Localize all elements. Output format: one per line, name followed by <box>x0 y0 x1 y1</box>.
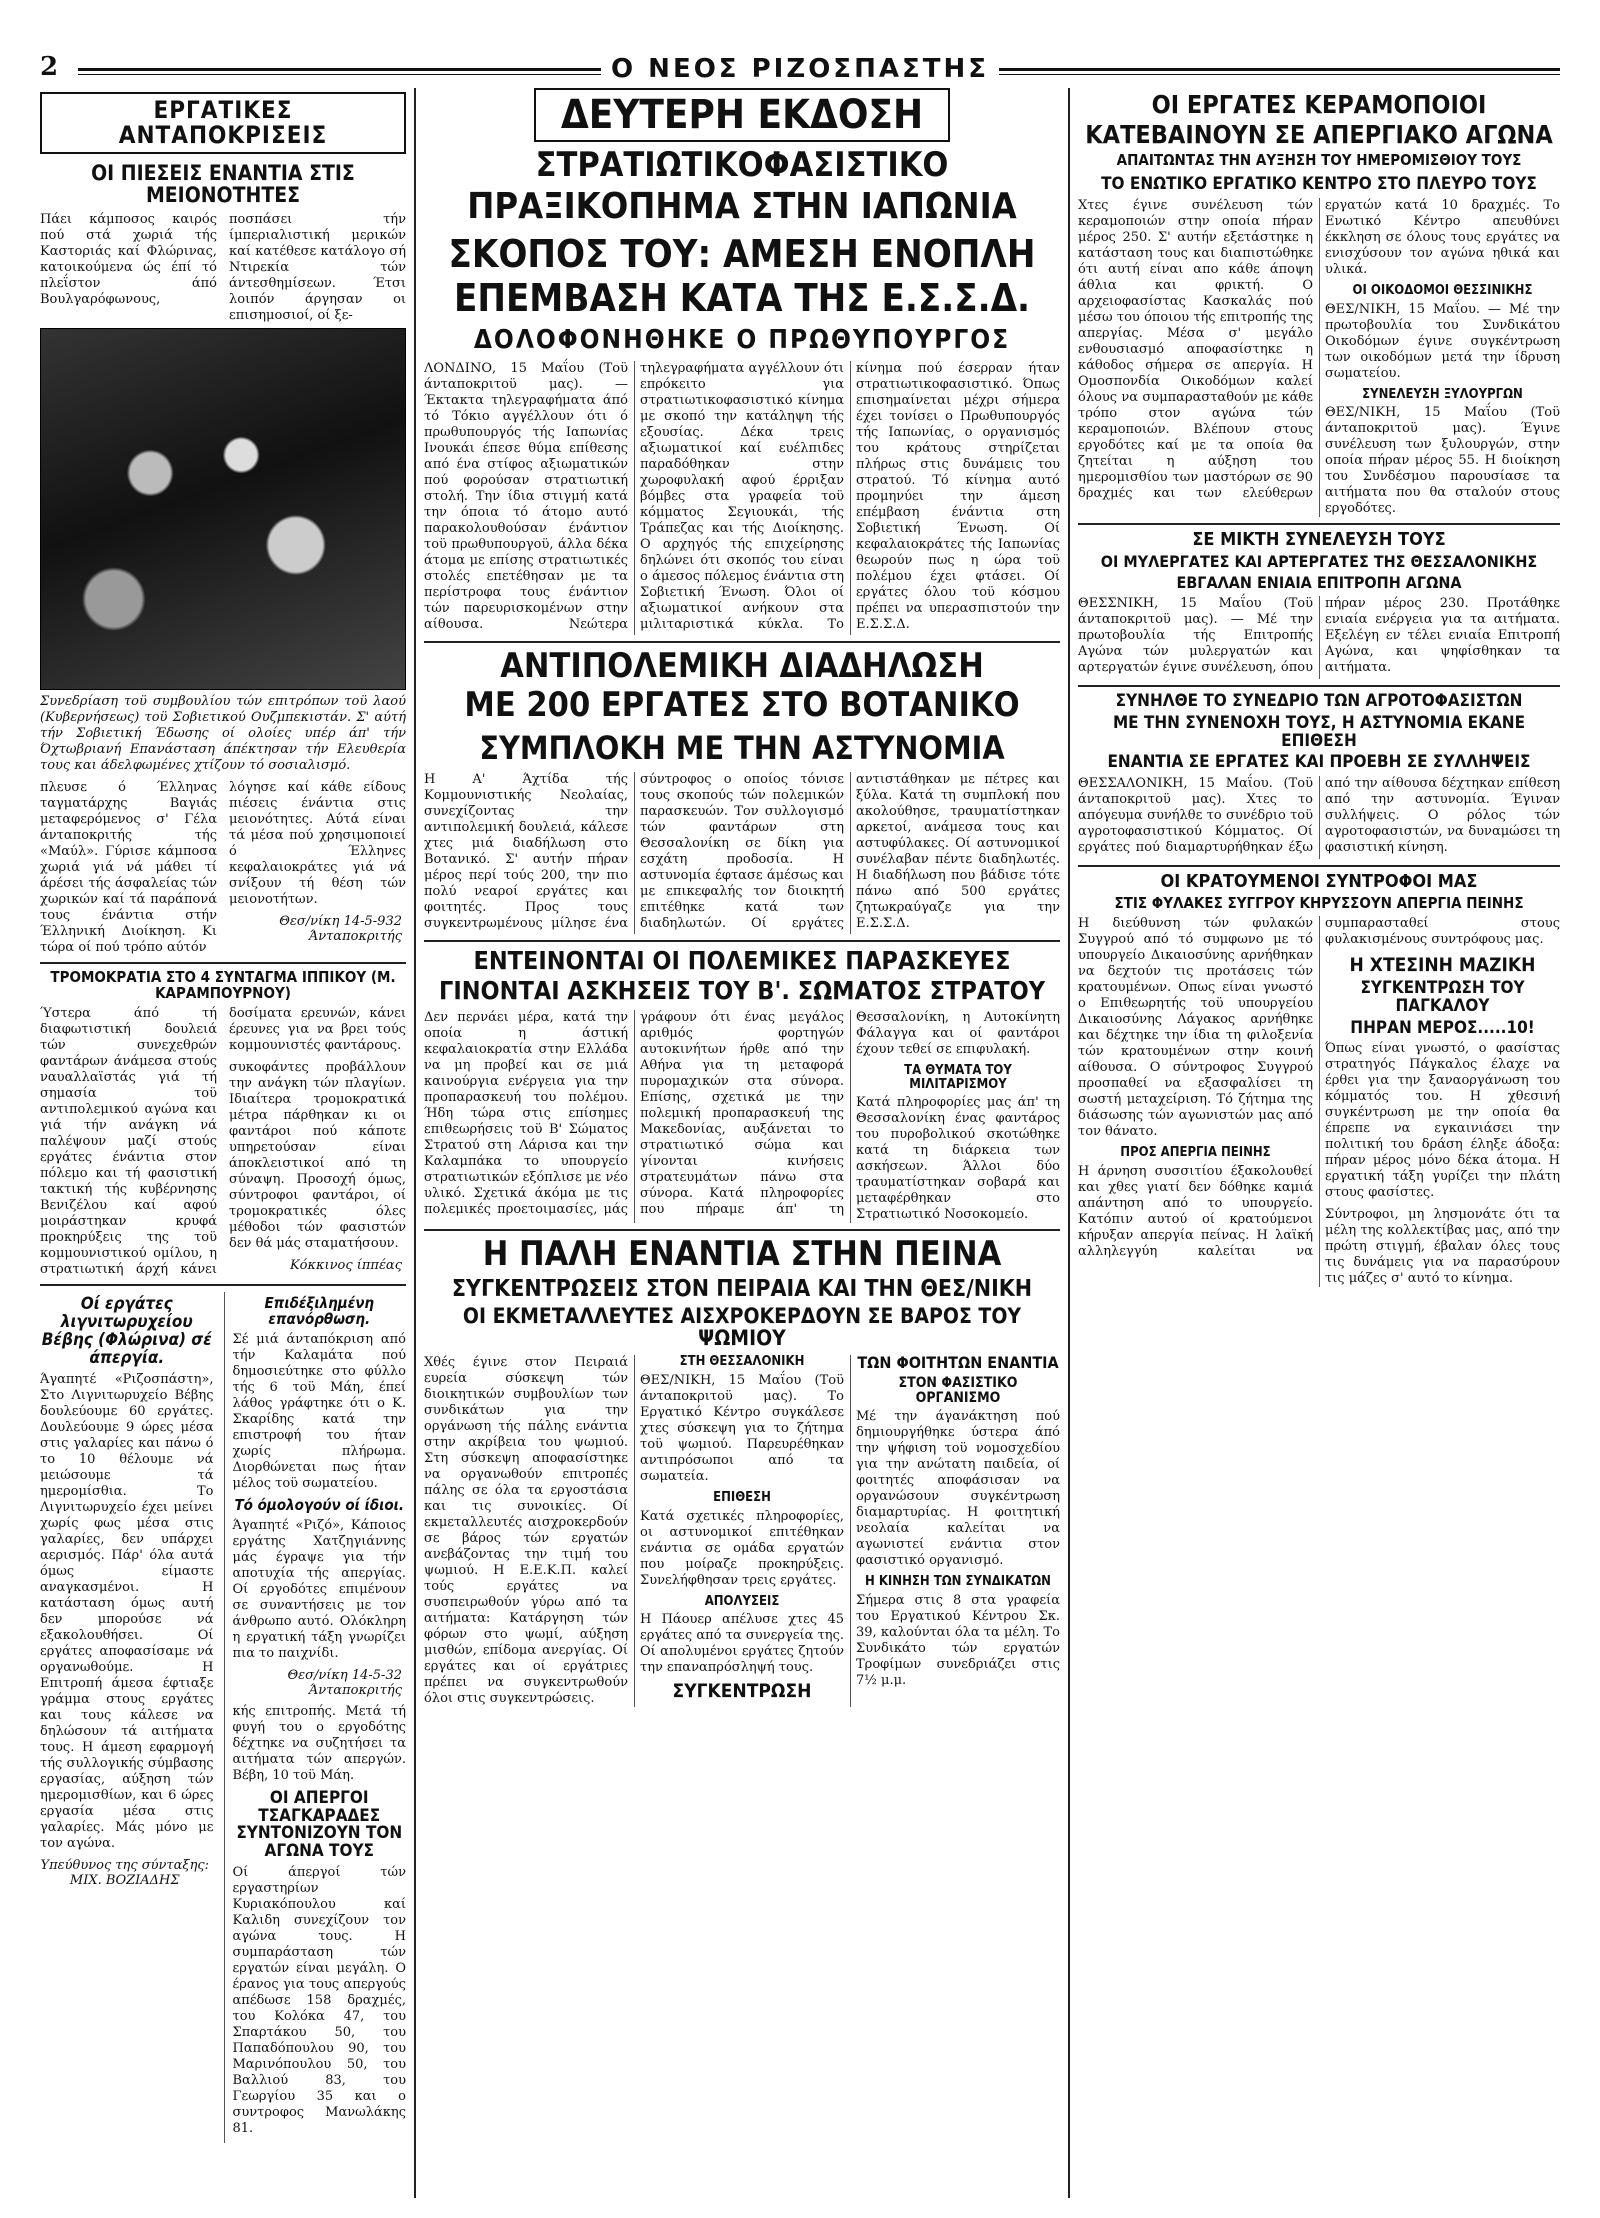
photo-council-meeting <box>40 328 406 690</box>
article-millers <box>1078 596 1560 679</box>
article-agro <box>1078 776 1560 859</box>
headline-japan-line2: ΠΡΑΞΙΚΟΠΗΜΑ ΣΤΗΝ ΙΑΠΩΝΙΑ <box>467 185 1017 227</box>
divider <box>424 641 1060 643</box>
article-ceramics <box>1078 198 1560 517</box>
article-text: Όπως είναι γνωστό, ο φασίστας στρατηγός Πάγκαλος έλαχε να έρθει για την ξαναοργάνωση του κόμματός του. Η χθεσινή συγκέντρωση με την οποία θα έπρεπε να εγκαινιάσει την πολιτική του δράση έληξε άδοξα: πήραν μέρος μόνο δέκα άτομα. Η εργατική τάξη γυρίζει την πλάτη στους φασίστες. <box>1325 1041 1560 1201</box>
headline-ceramics-line1: ΟΙ ΕΡΓΑΤΕΣ ΚΕΡΑΜΟΠΟΙΟΙ <box>1151 90 1487 119</box>
subhead-unions: Η ΚΙΝΗΣΗ ΤΩΝ ΣΥΝΔΙΚΑΤΩΝ <box>865 1574 1051 1590</box>
headline-ceramics-line4: ΤΟ ΕΝΩΤΙΚΟ ΕΡΓΑΤΙΚΟ ΚΕΝΤΡΟ ΣΤΟ ΠΛΕΥΡΟ ΤΟΥΣ <box>1101 174 1537 195</box>
subhead-victims: ΤΑ ΘΥΜΑΤΑ ΤΟΥ ΜΙΛΙΤΑΡΙΣΜΟΥ <box>904 1063 1012 1092</box>
masthead <box>40 52 1560 82</box>
divider <box>424 940 1060 942</box>
page-number: 2 <box>40 52 59 82</box>
headline-demo-line3: ΣΥΜΠΛΟΚΗ ΜΕ ΤΗΝ ΑΣΤΥΝΟΜΙΑ <box>479 728 1005 767</box>
headline-pangalos-line2: ΣΥΓΚΕΝΤΡΩΣΗ ΤΟΥ ΠΑΓΚΑΛΟΥ <box>1360 977 1525 1016</box>
headline-ceramics-line3: ΑΠΑΙΤΩΝΤΑΣ ΤΗΝ ΑΥΞΗΣΗ ΤΟΥ ΗΜΕΡΟΜΙΣΘΙΟΥ ΤΟΥΣ <box>1116 150 1522 169</box>
headline-accident: Επιδέξιλημένη επανόρθωση. <box>264 1294 375 1329</box>
headline-millers-line3: ΕΒΓΑΛΑΝ ΕΝΙΑΙΑ ΕΠΙΤΡΟΠΗ ΑΓΩΝΑ <box>1176 573 1462 593</box>
subhead-thessaloniki: ΣΤΗ ΘΕΣΣΑΛΟΝΙΚΗ <box>679 1354 805 1370</box>
article-text: ΘΕΣΣΑΛΟΝΙΚΗ, 15 Μαΐου. (Τοϋ άνταποκριτοϋ μας). Χτες το απόγευμα συνήλθε το συνέδριο τοϋ αγροτοφασιστικού Κόμματος. Οί εργάτες πού διαμαρτυρήθηκαν έξω από την αίθουσα δέχτηκαν επίθεση από την αστυνομία. Έγιναν συλλήψεις. Ο ρόλος τών αγροτοφασιστών, να δυναμώσει τη φασιστική κίνηση. <box>1078 776 1560 856</box>
headline-hunger-line1: Η ΠΑΛΗ ΕΝΑΝΤΙΑ ΣΤΗΝ ΠΕΙΝΑ <box>482 1234 1002 1275</box>
photo-caption: Συνεδρίαση τοϋ συμβουλίου τών επιτρόπων τοϋ λαού (Κυβερνήσεως) τοϋ Σοβιετικού Ουζμπεκιστάν. Σ' αύτή τήν Σοβιετική Έδωσης οί ολοίες υπέρ άπ' τήν Όχτωβριανή Επανάσταση άπέκτησαν τήν Ελευθερία τους και άδελφωμένες χτίζουν τό σοσιαλισμό. <box>40 694 406 774</box>
headline-minorities: ΟΙ ΠΙΕΣΕΙΣ ΕΝΑΝΤΙΑ ΣΤΙΣ ΜΕΙΟΝΟΤΗΤΕΣ <box>91 161 355 208</box>
article-text: Σέ μιά άνταπόκριση από τήν Καλαμάτα πού δημοσιεύτηκε στο φύλλο τής 6 τοϋ Μάη, έπεί λάθος γράφτηκε ότι ο Κ. Σκαρίδης κατά την επιστροφή του ήταν χωρίς πλήρωμα. Διορθώνεται πως ήταν μέλος τοϋ σωματείου. <box>232 1331 406 1491</box>
subhead-dismissals: ΑΠΟΛΥΣΕΙΣ <box>704 1593 780 1609</box>
article-text: Οί άπεργοί τών εργαστηρίων Κυριακόπουλου καί Καλιδη συνεχίζουν τον αγώνα τους. Η συμπαράσταση τών εργατών είναι μεγάλη. Ο έρανος για τους απεργούς απέδωσε 158 δραχμές, του Κολόκα 47, του Σπαρτάκου 50, του Παπαδόπουλου 90, του Μαρινόπουλου 50, του Βαλλιού 83, του Γεωργίου 35 και ο συντροφος Μανωλάκης 81. <box>232 1865 406 2137</box>
headline-japan-line5: ΔΟΛΟΦΟΝΗΘΗΚΕ Ο ΠΡΩΘΥΠΟΥΡΓΟΣ <box>473 325 1011 356</box>
column-front-news <box>424 88 1060 2198</box>
article-text: Σήμερα στις 8 στα γραφεία του Εργατικού Κέντρου Σκ. 39, καλούνται όλα τα μέλη. Το Συνδικάτο τών εργατών Τροφίμων συνεδριάζει στις 7½ μ.μ. <box>856 1593 1060 1689</box>
article-text: Μέ την άγανάκτηση πού δημιουργήθηκε ύστερα άπό την ψήφιση τοϋ νομοσχεδίου για την ανώτατη παιδεία, οί φοιτητές αποφάσισαν να οργανώσουν συγκέντρωση διαμαρτυρίας. Η φοιτητική νεολαία καλείται να αγωνιστεί ενάντια στον φασιστικό οργανισμό. <box>856 1409 1060 1569</box>
article-text: Πάει κάμποσος καιρός πού στά χωριά τής Καστοριάς καί Φλώρινας, κατοικούμενα ώς έπί τό πλεΐστον άπό Βουλγαρόφωνους, <box>40 212 217 308</box>
headline-hunger-line2: ΣΥΓΚΕΝΤΡΩΣΕΙΣ ΣΤΟΝ ΠΕΙΡΑΙΑ ΚΑΙ ΤΗΝ ΘΕΣ/ΝΙΚΗ <box>451 1276 1033 1302</box>
article-minorities-intro <box>40 212 406 324</box>
article-text: συκοφάντες προβάλλουν την ανάγκη τών πλαγίων. Ιδιαίτερα τρομοκρατικά μέτρα πάρθηκαν κι οι φαντάροι πού κάποτε υπηρετούσαν είναι άποκλειστικοί από τη σύναψη. Προσοχή όμως, σύντροφοι φαντάροι, οί τρομοκρατικές όλες μέθοδοι τών φασιστών δεν θά μάς σταματήσουν. <box>229 1059 406 1251</box>
article-text: Χθές έγινε στον Πειραιά ευρεία σύσκεψη τών διοικητικών συμβουλίων των συνδικάτων για την οργάνωση τής πάλης ενάντια στην ακρίβεια του ψωμιού. Στη σύσκεψη αποφασίστηκε να οργανωθούν επιτροπές πάλης σε όλα τα εργοστάσια και τις συνοικίες. Οί εκμεταλλευτές αισχροκερδούν σε βάρος τών εργατών ανεβάζοντας την τιμή του ψωμιού. Η Ε.Ε.Κ.Π. καλεί τούς εργάτες να συσπειρωθούν γύρω από τα αιτήματα: Κατάργηση τών φόρων στο ψωμί, αύξηση μισθών, επίδομα ανεργίας. Οί εργάτες και οί εργάτριες πρέπει να συγκεντρωθούν όλοι στις συγκεντρώσεις. <box>424 1355 628 1707</box>
headline-lignite: Οί εργάτες λιγνιτωρυχείου Βέβης (Φλώρινα) σέ άπεργία. <box>41 1294 212 1368</box>
article-text: ΛΟΝΔΙΝΟ, 15 Μαΐου (Τοϋ άνταποκριτοϋ μας). — Έκτακτα τηλεγραφήματα άπό τό Τόκιο αγγέλλουν ότι ό πρωθυπουργός τής Ιαπωνίας Ινουκάι έπεσε θύμα επίθεσης από ένα στίφος αξιωματικών πού φορούσαν στρατιωτική στολή. Την ίδια στιγμή κατά την όποια τό άτομο αυτό παρακολουθούσαν ένάντιον τοϋ πρωθυπουργοϋ, άλλα δέκα άτομα με επίσης στρατιωτικές στολές επετέθησαν με τα περίστροφα τους ένάντιον τών παρευρισκομένων στην αίθουσα. Νεώτερα τηλεγραφήματα αγγέλλουν ότι επρόκειτο για στρατιωτικοφασιστικό κίνημα με σκοπό την κατάληψη τής εξουσίας. Δέκα τρεις αξιωματικοί καί ευέλπιδες παραδόθηκαν στην χωροφυλακή αφού έρριξαν βόμβες στα γραφεία τοϋ κόμματος Σεγιουκάι, τής Τράπεζας και τής Διοίκησης. Ο αρχηγός τής επιχείρησης δηλώνει ότι σκοπός του είναι ο άμεσος πόλεμος ένάντια στη Σοβιετική Ένωση. Όλοι οί αξιωματικοί ανήκουν στα μιλιταριστικά κύκλα. Το κίνημα πού έσερραν ήταν στρατιωτικοφασιστικό. Όπως επισημαίνεται μέχρι σήμερα έχει τονίσει ο Πρωθυπουργός τής Ιαπωνίας, ο οργανισμός του κράτους στηρίζεται πλήρως στις δυνάμεις του στρατού. Τό κίνημα αυτό προμηνύει την άμεση επέμβαση ένάντια στη Σοβιετική Ένωση. Οί κεφαλαιοκράτες τής Ιαπωνίας θεωρούν πως η ώρα τοϋ πολέμου έχει φτάσει. Οί εργάτες όλου τοϋ κόσμου πρέπει να υπερασπιστούν την Ε.Σ.Σ.Δ. <box>424 360 1060 632</box>
column-labour-news <box>1078 88 1560 2198</box>
article-text: Σύντροφοι, μη λησμονάτε ότι τα μέλη της κολλεκτίβας μας, από την πρώτη στιγμή, έβαλαν όλες τους τις δυνάμεις για να παρασύρουν τις μάζες σ' αυτό το κίνημα. <box>1325 1207 1560 1287</box>
divider <box>40 962 406 964</box>
headline-millers-line1: ΣΕ ΜΙΚΤΗ ΣΥΝΕΛΕΥΣΗ ΤΟΥΣ <box>1192 529 1446 551</box>
headline-agro-line1: ΣΥΝΗΛΘΕ ΤΟ ΣΥΝΕΔΡΙΟ ΤΩΝ ΑΓΡΟΤΟΦΑΣΙΣΤΩΝ <box>1115 690 1523 711</box>
article-text: Η Πάουερ απέλυσε χτες 45 εργάτες από τα συνεργεία της. Οί απολυμένοι εργάτες ζητούν την επαναπρόσληψή τους. <box>640 1612 844 1676</box>
article-text: Ύστερα άπό τή διαφωτιστική δουλειά τών συνεχεθρών φαντάρων άνάμεσα στούς ναυαλλαϊστάς γιά τή σημασία τοϋ αντιπολεμικού αγώνα και γιά τήν ανάγκη νά παλέψουν μαζί στούς εργάτες ένάντια στον πόλεμο και τή φασιστική τακτική τής κυβέρνησης Βενιζέλου καί αφού μοιράστηκαν κρυφά προκηρύξεις της τοϋ κομμουνιστικού ομίλου, η στρατιωτική άρχή κάνει δοσίματα ερευνών, κάνει έρευνες για να βρει τούς κομμουνιστές φαντάρους. <box>40 1005 406 1277</box>
article-text: Άγαπητέ «Ριζό», Κάποιος εργάτης Χατζηγιάννης μάς έγραψε για τήν αποτυχία τής απεργίας. Οί εργοδότες επιμένουν σε συναντήσεις με τον άνθρωπο αυτό. Ολόκληρη η εργατική τάξη γνωρίζει πια το παιχνίδι. <box>232 1517 406 1661</box>
headline-pangalos-line1: Η ΧΤΕΣΙΝΗ ΜΑΖΙΚΗ <box>1349 953 1536 976</box>
divider <box>40 1284 406 1286</box>
headline-prison-line1: ΟΙ ΚΡΑΤΟΥΜΕΝΟΙ ΣΥΝΤΡΟΦΟΙ ΜΑΣ <box>1160 871 1478 893</box>
article-demo <box>424 772 1060 934</box>
article-minorities-body <box>40 780 406 956</box>
article-japan <box>424 361 1060 635</box>
column-divider <box>1068 88 1070 2198</box>
headline-students-line2: ΤΩΝ ΦΟΙΤΗΤΩΝ ΕΝΑΝΤΙΑ <box>857 1353 1059 1373</box>
article-lignite <box>40 1292 214 2143</box>
headline-demo-line1: ΑΝΤΙΠΟΛΕΜΙΚΗ ΔΙΑΔΗΛΩΣΗ <box>500 645 984 686</box>
column-divider <box>414 88 416 2198</box>
headline-war-line2: ΓΙΝΟΝΤΑΙ ΑΣΚΗΣΕΙΣ ΤΟΥ Β'. ΣΩΜΑΤΟΣ ΣΤΡΑΤΟΥ <box>439 975 1045 1005</box>
headline-agro-line2: ΜΕ ΤΗΝ ΣΥΝΕΝΟΧΗ ΤΟΥΣ, Η ΑΣΤΥΝΟΜΙΑ ΕΚΑΝΕ ΕΠΙΘΕΣΗ <box>1112 712 1526 751</box>
headline-students-line3: ΣΤΟΝ ΦΑΣΙΣΤΙΚΟ ΟΡΓΑΝΙΣΜΟ <box>898 1375 1018 1406</box>
headline-hunger-line3: ΟΙ ΕΚΜΕΤΑΛΛΕΥΤΕΣ ΑΙΣΧΡΟΚΕΡΔΟΥΝ ΣΕ ΒΑΡΟΣ ΤΟΥ ΨΩΜΙΟΥ <box>462 1304 1022 1351</box>
edition-label: ΔΕΥΤΕΡΗ ΕΚΔΟΣΗ <box>534 88 950 142</box>
article-text: πλευσε ό Έλληνας ταγματάρχης Βαγιάς μεταφερόμενος σ' Γέλα άνταποκριτής τής «Μαύλ». Γύρισε κάμποσα χωριά γιά νά μάθει τί άρέσει τής άσφαλείας τών χωρικών καί τά παράπονά τους ένάντια στήν Έλληνική Διοίκηση. Κι τώρα οί πού τρόπο αύτόν <box>40 780 217 956</box>
article-text: κής επιτροπής. Μετά τή φυγή του ο εργοδότης δέχτηκε να συζητήσει τα αιτήματα τών απεργών. Βέβη, 10 τοϋ Μάη. <box>232 1703 406 1783</box>
headline-pangalos-line3: ΠΗΡΑΝ ΜΕΡΟΣ.....10! <box>1350 1017 1535 1038</box>
headline-millers-line2: ΟΙ ΜΥΛΕΡΓΑΤΕΣ ΚΑΙ ΑΡΤΕΡΓΑΤΕΣ ΤΗΣ ΘΕΣΣΑΛΟΝΙΚΗΣ <box>1100 552 1538 572</box>
signature: Θεσ/νίκη 14-5-32 Άνταποκριτής <box>287 1667 402 1698</box>
article-text: Άγαπητέ «Ριζοσπάστη», Στο Λιγνιτωρυχείο Βέβης δουλεύουμε 60 εργάτες. Δουλεύουμε 9 ώρες μέσα στις γαλαρίες και πάνω ό το 10 θέλουμε νά μειώσουμε τά ημερομίσθια. Το Λιγνιτωρυχείο έχει μείνει χωρίς φως μέσα στις γαλαρίες, δεν υπάρχει αερισμός. Πάρ' όλα αυτά όμως είμαστε αναγκασμένοι. Η κατάσταση όμως αυτή δεν μπορούσε νά εξακολουθήσει. Οί εργάτες αποφασίσαμε νά οργανωθούμε. Η Επιτροπή άμεσα έφτιαξε γράμμα στους εργάτες και τους κάλεσε να δηλώσουν τά αιτήματα τους. Η άμεση εφαρμογή τής συλλογικής σύμβασης εργασίας, αύξηση τών ημερομισθίων, και 6 ώρες εργασία μέσα στις γαλαρίες. Μάς μόνο με τον αγώνα. <box>40 1371 214 1851</box>
divider <box>424 1229 1060 1231</box>
headline-war-line1: ΕΝΤΕΙΝΟΝΤΑΙ ΟΙ ΠΟΛΕΜΙΚΕΣ ΠΑΡΑΣΚΕΥΕΣ <box>473 945 1011 975</box>
newspaper-name: Ο ΝΕΟΣ ΡΙΖΟΣΠΑΣΤΗΣ <box>40 54 1560 84</box>
editor-signature: Υπεύθυνος της σύνταξης: ΜΙΧ. ΒΟΖΙΑΔΗΣ <box>40 1857 210 1888</box>
signature: Κόκκινος ίππέας <box>289 1257 402 1273</box>
subhead-loggers: ΣΥΝΕΛΕΥΣΗ ΞΥΛΟΥΡΓΩΝ <box>1362 386 1523 402</box>
divider <box>1078 523 1560 525</box>
subhead-builders: ΟΙ ΟΙΚΟΔΟΜΟΙ ΘΕΣΣΙΝΙΚΗΣ <box>1352 283 1533 299</box>
divider <box>1078 865 1560 867</box>
divider <box>1078 685 1560 687</box>
article-text: Η άρνηση συσσιτίου έξακολουθεί και χθες γιατί δεν δόθηκε καμιά απάντηση από το υπουργείο. Κατόπιν αυτού οί κρατούμενοι κήρυξαν απεργία πείνας. Η λαϊκή αλληλεγγύη καλείται να συμπαρασταθεί στους φυλακισμένους συντρόφους μας. <box>1078 915 1560 1259</box>
headline-japan-line3: ΣΚΟΠΟΣ ΤΟΥ: ΑΜΕΣΗ ΕΝΟΠΛΗ <box>448 232 1036 277</box>
column-worker-correspondence <box>40 88 406 2198</box>
article-text: ΘΕΣ/ΝΙΚΗ, 15 Μαΐου. — Μέ την πρωτοβουλία του Συνδικάτου Οικοδόμων έγινε συγκέντρωση των οικοδόμων μετά την ίδρυση σωματείου. <box>1325 301 1560 381</box>
headline-agreement: Τό όμολογούν οί ίδιοι. <box>234 1495 405 1514</box>
subhead-attack: ΕΠΙΘΕΣΗ <box>713 1489 771 1505</box>
article-war <box>424 1010 1060 1223</box>
bottom-row <box>40 1292 406 2143</box>
headline-agro-line3: ΕΝΑΝΤΙΑ ΣΕ ΕΡΓΑΤΕΣ ΚΑΙ ΠΡΟΕΒΗ ΣΕ ΣΥΛΛΗΨΕΙΣ <box>1107 752 1531 773</box>
article-text: Κατά σχετικές πληροφορίες, οι αστυνομικοί επιτέθηκαν ενάντια σε ομάδα εργατών που μοίραζε προκηρύξεις. Συνελήφθησαν τρεις εργάτες. <box>640 1508 844 1588</box>
headline-demo-line2: ΜΕ 200 ΕΡΓΑΤΕΣ ΣΤΟ ΒΟΤΑΝΙΚΟ <box>464 685 1020 726</box>
headline-terror: ΤΡΟΜΟΚΡΑΤΙΑ ΣΤΟ 4 ΣΥΝΤΑΓΜΑ ΙΠΠΙΚΟΥ (Μ. ΚΑΡΑΜΠΟΥΡΝΟΥ) <box>50 968 396 1003</box>
headline-students-line1: ΣΥΓΚΕΝΤΡΩΣΗ <box>672 1680 812 1703</box>
article-text: ποσπάσει τήν ίμπεριαλιστική μερικών καί κατέθεσε κατάλογο σή Ντιρεκία τών άντεσθημίσεων. Έτσι λοιπόν άργησαν οι επισημοσιοί, οί ξε- <box>229 212 406 324</box>
article-text: Χτες έγινε συνέλευση τών κεραμοποιών στην οποία πήραν μέρος 250. Σ' αυτήν εξετάστηκε η κατάσταση τους και διαπιστώθηκε ότι αυτή είναι απο κάθε άποψη άθλια και φρικτή. Ο αρχειοφασίστας Κασκαλάς πού μέσω του όποιου τής επιτροπής της απεργίας. Μέσα σ' μεγάλο ενθουσιασμό αποφασίστηκε η κάθοδος σήμερα σε απεργία. Η Ομοσπονδία Οικοδόμων καλεί όλους να συμπαρασταθούν με κάθε τρόπο στον αγώνα τών κεραμοποιών. Βλέπουν στους εργοδότες καί με τα οποία θα ζητείται η αύξηση του ημερομισθίου των μαστόρων σε 90 δραχμές και των ελεύθερων εργατών κατά 10 δραχμές. Το Ενωτικό Κέντρο απευθύνει έκκληση σε όλους τους εργάτες να ενισχύσουν τον αγώνα ηθικά και υλικά. <box>1078 198 1560 502</box>
headline-japan-line4: ΕΠΕΜΒΑΣΗ ΚΑΤΑ ΤΗΣ Ε.Σ.Σ.Δ. <box>453 276 1031 321</box>
article-text: λόγησε καί κάθε είδους πιέσεις ένάντια στις μειονότητες. Αύτά είναι τά μέσα πού χρησιμοποιεί ό Έλληνες κεφαλαιοκράτες γιά νά σνίξουν τή θέση τών μειονοτήτων. <box>229 780 406 908</box>
headline-prison-line2: ΣΤΙΣ ΦΥΛΑΚΕΣ ΣΥΓΓΡΟΥ ΚΗΡΥΣΣΟΥΝ ΑΠΕΡΓΙΑ ΠΕΙΝΗΣ <box>1114 894 1524 913</box>
article-text: Η Α' Άχτίδα τής Κομμουνιστικής Νεολαίας, συνεχίζοντας την αντιπολεμική δουλειά, κάλεσε χτες μιά διαδήλωση στο Βοτανικό. Σ' αυτήν πήραν μέρος περί τούς 200, την πιο πολύ νεαροί εργάτες και φοιτητές. Προς τους συγκεντρωμένους μίλησε ένα σύντροφος ο οποίος τόνισε τους σκοπούς τών πολεμικών παρασκευών. Τον συλλογισμό τών φαντάρων στη Θεσσαλονίκη σε δίκη για εσχάτη προδοσία. Η αστυνομία έφτασε άμέσως και με επικεφαλής τον διοικητή επιτέθηκε κατά των διαδηλωτών. Οί εργάτες αντιστάθηκαν με πέτρες και ξύλα. Κατά τη συμπλοκή που ακολούθησε, τραυματίστηκαν αρκετοί, ανάμεσα τους και αστυφύλακες. Οί αστυνομικοί συνέλαβαν πέντε διαδηλωτές. Η διαδήλωση που βάδισε τότε πάνω από 500 εργάτες ζητωκραύγαζε για την Ε.Σ.Σ.Δ. <box>424 771 1060 931</box>
section-title: ΕΡΓΑΤΙΚΕΣ ΑΝΤΑΠΟΚΡΙΣΕΙΣ <box>40 92 406 154</box>
article-text: ΘΕΣ/ΝΙΚΗ, 15 Μαΐου (Τοϋ άνταποκριτοϋ μας). Έγινε συνέλευση των ξυλουργών, στην οποία πήραν μέρος 55. Η διοίκηση του Συνδέσμου παρουσίασε τα αιτήματα που θα σταλούν στους εργοδότες. <box>1325 405 1560 517</box>
headline-ceramics-line2: ΚΑΤΕΒΑΙΝΟΥΝ ΣΕ ΑΠΕΡΓΙΑΚΟ ΑΓΩΝΑ <box>1085 120 1553 150</box>
signature: Θεσ/νίκη 14-5-932 Άνταποκριτής <box>279 914 402 945</box>
article-text: Κατά πληροφορίες μας άπ' τη Θεσσαλονίκη ένας φαντάρος του πυροβολικού σκοτώθηκε κατά τη διάρκεια των ασκήσεων. Άλλοι δύο τραυματίστηκαν σοβαρά και μεταφέρθηκαν στο Στρατιωτικό Νοσοκομείο. <box>856 1095 1060 1223</box>
article-text: Η διεύθυνση τών φυλακών Συγγρού από τό συμφωνο με τό υπουργείο Δικαιοσύνης αρνήθηκαν να δεχτούν τις προτάσεις τών κρατουμένων. Οπως είναι γνωστό ο Επιθεωρητής τοϋ υπουργείου Δικαιοσύνης Λάγακος αρνήθηκε και δέχτηκε την ίδια τη φιλοξενία τών κρατουμένων στην κοινή αίθουσα. Ο σύντροφος Συγγρού προσπαθεί να εξασφαλίσει τη σωστή μεταχείριση. Τό ζήτημα της διάσωσης τών αγωνιστών μας από τον θάνατο. <box>1078 915 1313 1139</box>
right-subcolumn <box>224 1292 407 2143</box>
headline-japan-line1: ΣΤΡΑΤΙΩΤΙΚΟΦΑΣΙΣΤΙΚΟ <box>535 145 949 185</box>
headline-tsagkarades: ΟΙ ΑΠΕΡΓΟΙ ΤΣΑΓΚΑΡΑΔΕΣ ΣΥΝΤΟΝΙΖΟΥΝ ΤΟΝ ΑΓΩΝΑ ΤΟΥΣ <box>236 1787 403 1862</box>
subhead-hunger-strike: ΠΡΟΣ ΑΠΕΡΓΙΑ ΠΕΙΝΗΣ <box>1120 1144 1271 1160</box>
article-terror <box>40 1006 406 1279</box>
article-text: ΘΕΣ/ΝΙΚΗ, 15 Μαΐου (Τοϋ άνταποκριτοϋ μας). Το Εργατικό Κέντρο συγκάλεσε χτες σύσκεψη για το ζήτημα τοϋ ψωμιού. Παρευρέθηκαν αντιπρόσωποι από τα σωματεία. <box>640 1372 844 1484</box>
article-text: Δεν περνάει μέρα, κατά την οποία η άστική κεφαλαιοκρατία στην Ελλάδα να μη προβεί και σε μιά καινούργια ενέργεια για την προπαρασκευή του πολέμου. Ήδη τώρα στις επίσημες επιθεωρήσεις τοϋ Β' Σώματος Στρατού στη Λάρισα και την Καλαμπάκα το υπουργείο στρατιωτικών εξόπλισε με νέο υλικό. Σχετικά άκόμα με τις πολεμικές προετοιμασίες, μάς γράφουν ότι ένας μεγάλος αριθμός φορτηγών αυτοκινήτων ήρθε από την Αθήνα για τη μεταφορά πυρομαχικών στα σύνορα. Επίσης, σχετικά με την πολεμική προπαρασκευή της Μακεδονίας, αυξάνεται το στρατιωτικό σώμα και γίνονται κινήσεις στρατευμάτων πάνω στα σύνορα. Κατά πληροφορίες που πήραμε άπ' τη Θεσσαλονίκη, η Αυτοκίνητη Φάλαγγα και οί φαντάροι έχουν τεθεί σε επιφυλακή. <box>424 1010 1060 1218</box>
article-hunger <box>424 1355 1060 1707</box>
article-text: ΘΕΣΣΝΙΚΗ, 15 Μαΐου (Τοϋ άνταποκριτοϋ μας). — Μέ την πρωτοβουλία τής Επιτροπής Αγώνα τών μυλεργατών και αρτεργατών έγινε συνέλευση, όπου πήραν μέρος 230. Προτάθηκε ενιαία ενέργεια για τα αιτήματα. Εξελέγη εν τέλει ενιαία Επιτροπή Αγώνα, και ψηφίσθηκαν τα αιτήματα. <box>1078 595 1560 675</box>
article-prison <box>1078 916 1560 1287</box>
